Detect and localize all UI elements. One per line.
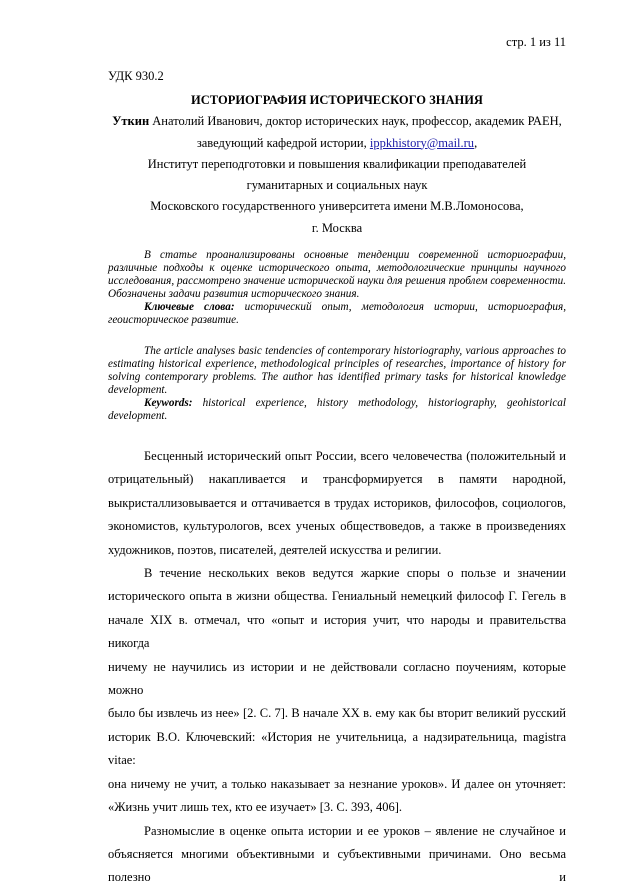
keywords-en — [108, 397, 566, 423]
keywords-ru-list: исторический опыт, методология истории, историография, геоисторическое развитие. — [108, 300, 566, 326]
abstract-en-text: The article analyses basic tendencies of contemporary historiography, various approaches to estimating historical experience, methodological principles of researches, importance of history for solving contemporary problems. The author has identified primary tasks for historical knowledge development. — [108, 345, 566, 396]
body-line: начале XIX в. отмечал, что «опыт и история учит, что народы и правительства никогда — [108, 612, 566, 651]
udk-code: УДК 930.2 — [108, 69, 164, 83]
keywords-en-label: Keywords: — [144, 396, 193, 409]
affiliation-line: Институт переподготовки и повышения квалификации преподавателей — [147, 156, 527, 171]
abstract-english — [108, 345, 566, 422]
email-link[interactable]: ippkhistory@mail.ru — [369, 135, 475, 150]
body-line: она ничему не учит, а только наказывает за незнание уроков». И далее он уточняет: — [108, 776, 566, 791]
abstract-ru-text: В статье проанализированы основные тенденции современной историографии, различные подходы к оценке исторического опыта, методологические принципы научного исследования, рассмотрено значение исторической науки для решения проблем современности. Обозначены задачи развития исторического знания. — [108, 249, 566, 300]
body-line: было бы извлечь из нее» [2. С. 7]. В начале XX в. ему как бы вторит великий русский — [108, 706, 566, 721]
position-text: заведующий кафедрой истории, — [196, 135, 370, 150]
affiliation-line: Московского государственного университета имени М.В.Ломоносова, — [150, 199, 524, 214]
affiliation-line: гуманитарных и социальных наук — [246, 178, 428, 193]
body-paragraph — [108, 820, 566, 890]
body-line: объясняется многими объективными и субъективными причинами. Оно весьма полезно и — [108, 846, 566, 885]
body-line: отрицательный) накапливается и трансформируется в памяти народной, — [108, 472, 566, 487]
body-line: В течение нескольких веков ведутся жаркие споры о пользе и значении — [144, 566, 566, 581]
author-surname: Уткин — [112, 114, 150, 129]
body-line: выкристаллизовывается и оттачивается в трудах историков, философов, социологов, — [108, 495, 566, 510]
body-line: исторического опыта в жизни общества. Гениальный немецкий философ Г. Гегель в — [108, 589, 566, 604]
article-title: ИСТОРИОГРАФИЯ ИСТОРИЧЕСКОГО ЗНАНИЯ — [191, 93, 483, 107]
author-position — [108, 133, 566, 154]
body-paragraph — [108, 445, 566, 562]
position-suffix: , — [474, 135, 478, 150]
keywords-en-list: historical experience, history methodology, historiography, geohistorical development. — [108, 396, 566, 422]
body-paragraph — [108, 562, 566, 819]
abstract-russian — [108, 249, 566, 326]
keywords-ru-label: Ключевые слова: — [144, 300, 235, 313]
article-header — [108, 90, 566, 239]
body-line: художников, поэтов, писателей, деятелей искусства и религии. — [108, 542, 442, 557]
affiliation-city: г. Москва — [311, 220, 363, 235]
body-line: «Жизнь учит лишь тех, кто ее изучает» [3. С. 393, 406]. — [108, 800, 403, 815]
author-details: Анатолий Иванович, доктор исторических наук, профессор, академик РАЕН, — [149, 114, 562, 129]
body-line: экономистов, культурологов, всех ученых обществоведов, а также в произведениях — [108, 519, 566, 534]
body-line: ничему не научились из истории и не действовали согласно поучениям, которые можно — [108, 659, 566, 698]
body-line: Разномыслие в оценке опыта истории и ее уроков – явление не случайное и — [144, 823, 566, 838]
body-line: историк В.О. Ключевский: «История не учительница, а надзирательница, magistra vitae: — [108, 729, 566, 768]
article-body — [108, 445, 566, 890]
author-line — [108, 111, 566, 132]
body-line: Бесценный исторический опыт России, всего человечества (положительный и — [144, 449, 566, 463]
page-number: стр. 1 из 11 — [506, 35, 566, 49]
keywords-ru — [108, 301, 566, 327]
